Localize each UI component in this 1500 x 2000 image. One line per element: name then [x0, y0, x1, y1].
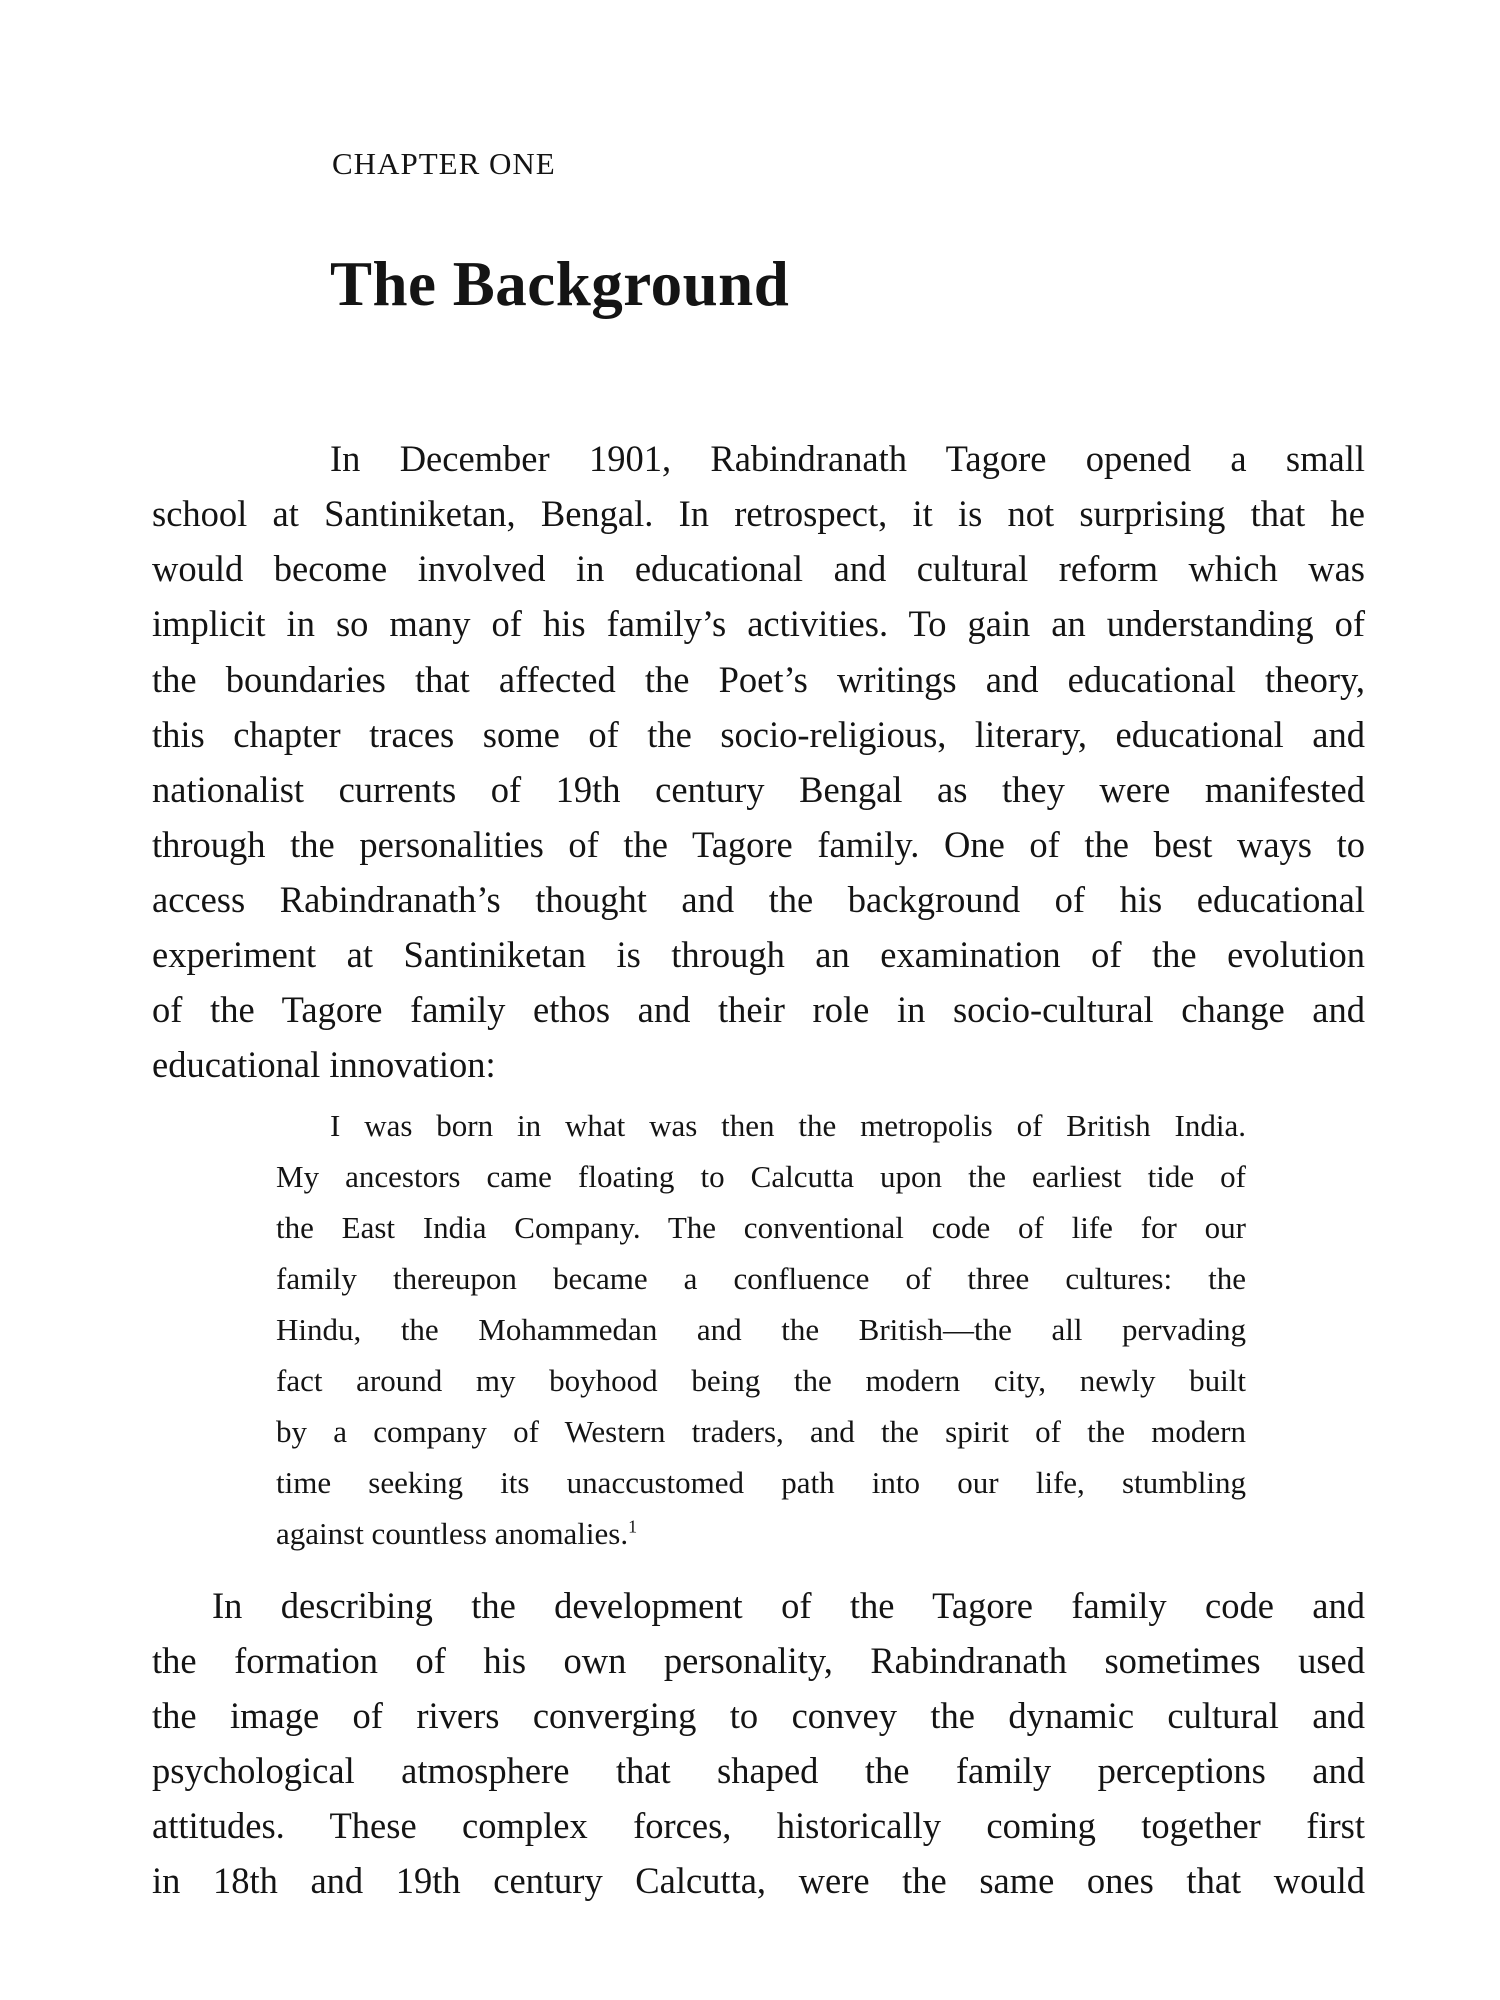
body-line: psychological atmosphere that shaped the family perceptions and	[152, 1750, 1365, 1791]
body-line: educational innovation:	[152, 1044, 496, 1085]
body-line: the image of rivers converging to convey the dynamic cultural and	[152, 1695, 1365, 1736]
quote-line: the East India Company. The conventional code of life for our	[276, 1210, 1246, 1245]
quote-line-last	[276, 1516, 1246, 1552]
body-line: this chapter traces some of the socio-religious, literary, educational and	[152, 714, 1365, 755]
body-line: the boundaries that affected the Poet’s writings and educational theory,	[152, 659, 1365, 700]
quote-line: I was born in what was then the metropolis of British India.	[330, 1108, 1246, 1143]
quote-line: time seeking its unaccustomed path into our life, stumbling	[276, 1465, 1246, 1500]
quote-line: My ancestors came floating to Calcutta upon the earliest tide of	[276, 1159, 1246, 1194]
quote-line: Hindu, the Mohammedan and the British—the all pervading	[276, 1312, 1246, 1347]
body-line: In describing the development of the Tagore family code and	[212, 1585, 1365, 1626]
body-line: of the Tagore family ethos and their role in socio-cultural change and	[152, 989, 1365, 1030]
quote-line: family thereupon became a confluence of three cultures: the	[276, 1261, 1246, 1296]
quote-line: by a company of Western traders, and the spirit of the modern	[276, 1414, 1246, 1449]
body-line: experiment at Santiniketan is through an examination of the evolution	[152, 934, 1365, 975]
quote-last-text: against countless anomalies.	[276, 1516, 629, 1551]
body-line: would become involved in educational and cultural reform which was	[152, 548, 1365, 589]
chapter-title: The Background	[330, 249, 790, 319]
body-line: attitudes. These complex forces, historically coming together first	[152, 1805, 1365, 1846]
body-line: school at Santiniketan, Bengal. In retrospect, it is not surprising that he	[152, 493, 1365, 534]
body-line: the formation of his own personality, Rabindranath sometimes used	[152, 1640, 1365, 1681]
body-line: implicit in so many of his family’s activities. To gain an understanding of	[152, 603, 1365, 644]
body-line: access Rabindranath’s thought and the background of his educational	[152, 879, 1365, 920]
body-line: in 18th and 19th century Calcutta, were the same ones that would	[152, 1860, 1365, 1901]
chapter-label: CHAPTER ONE	[332, 146, 556, 181]
body-line: through the personalities of the Tagore family. One of the best ways to	[152, 824, 1365, 865]
footnote-marker[interactable]: 1	[628, 1516, 638, 1537]
quote-line: fact around my boyhood being the modern city, newly built	[276, 1363, 1246, 1398]
body-line: nationalist currents of 19th century Bengal as they were manifested	[152, 769, 1365, 810]
body-line: In December 1901, Rabindranath Tagore opened a small	[330, 438, 1365, 479]
